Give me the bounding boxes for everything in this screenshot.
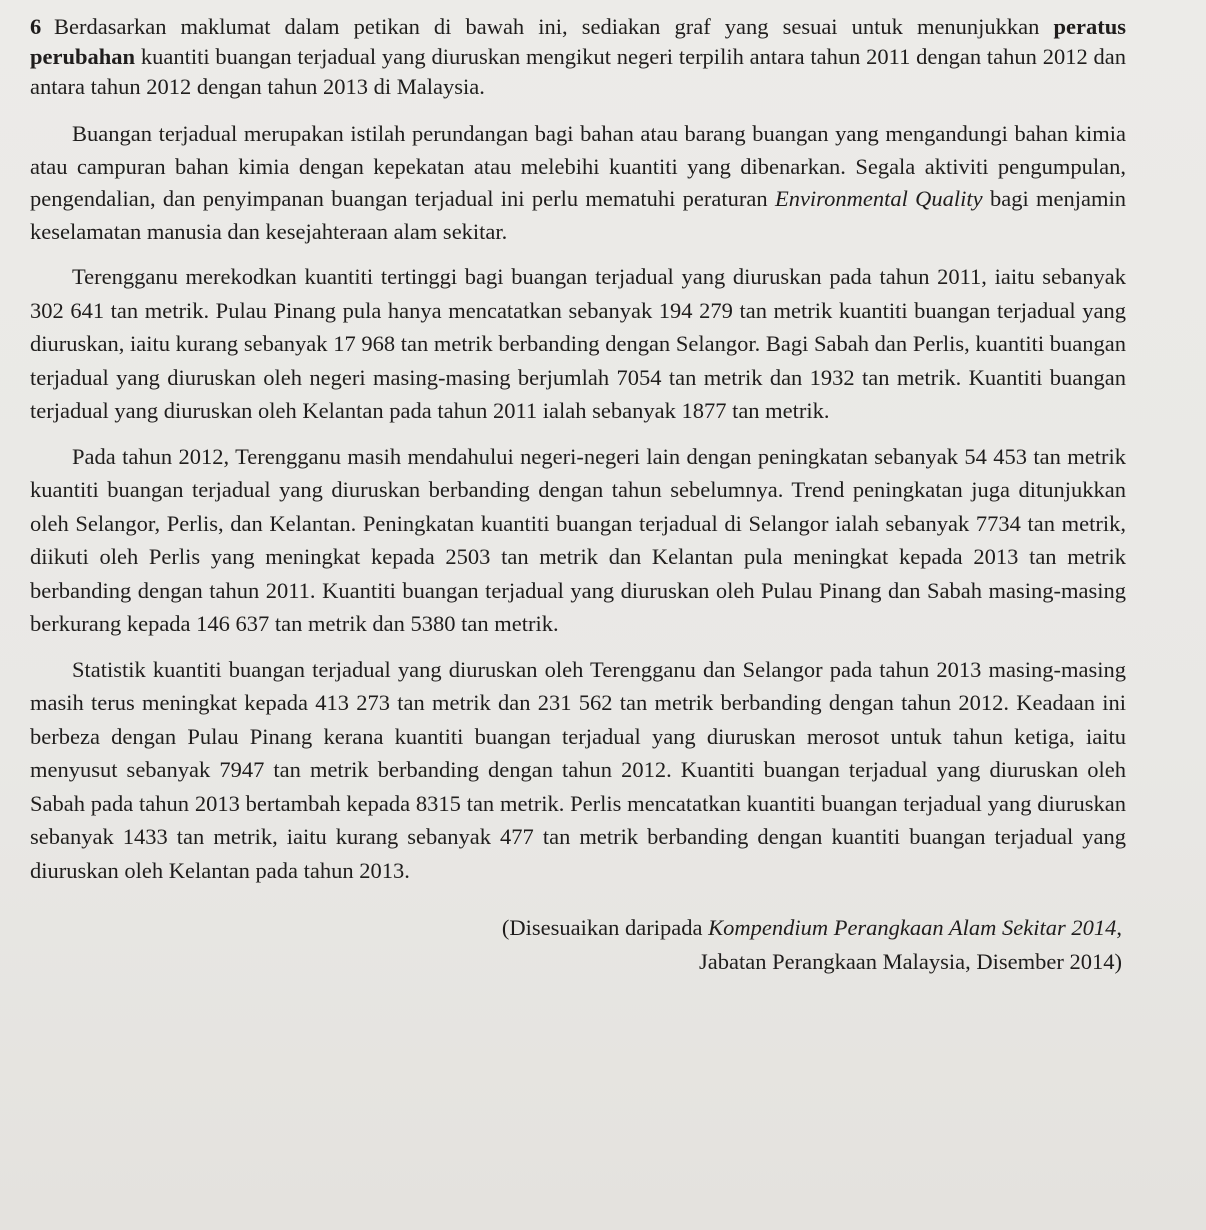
paragraph-2013: Statistik kuantiti buangan terjadual yang diuruskan oleh Terengganu dan Selangor pada tahun 2013 masing-masing masih terus meningkat kepada 413 273 tan metrik dan 231 562 tan metrik berbanding dengan tahun 2012. Keadaan ini berbeza dengan Pulau Pinang kerana kuantiti buangan terjadual yang diuruskan merosot untuk tahun ketiga, iaitu menyusut sebanyak 7947 tan metrik berbanding dengan tahun 2012. Kuantiti buangan terjadual yang diuruskan oleh Sabah pada tahun 2013 bertambah kepada 8315 tan metrik. Perlis mencatatkan kuantiti buangan terjadual yang diuruskan sebanyak 1433 tan metrik, iaitu kurang sebanyak 477 tan metrik berbanding dengan kuantiti buangan terjadual yang diuruskan oleh Kelantan pada tahun 2013. <box>30 656 1126 883</box>
source-suffix: , <box>1116 915 1122 940</box>
paragraph-definition <box>30 118 1126 248</box>
source-title: Kompendium Perangkaan Alam Sekitar 2014 <box>708 915 1117 940</box>
paragraph-definition-end: bagi menjamin keselamatan manusia dan kesejahteraan alam sekitar. <box>30 186 1127 244</box>
question-prompt <box>30 12 1126 102</box>
question-text-start: Berdasarkan maklumat dalam petikan di bawah ini, sediakan graf yang sesuai untuk menunjukkan <box>54 14 1054 39</box>
paragraph-2011: Terengganu merekodkan kuantiti tertinggi bagi buangan terjadual yang diuruskan pada tahun 2011, iaitu sebanyak 302 641 tan metrik. Pulau Pinang pula hanya mencatatkan sebanyak 194 279 tan metrik kuantiti buangan terjadual yang diuruskan, iaitu kurang sebanyak 17 968 tan metrik berbanding dengan Selangor. Bagi Sabah dan Perlis, kuantiti buangan terjadual yang diuruskan oleh negeri masing-masing berjumlah 7054 tan metrik dan 1932 tan metrik. Kuantiti buangan terjadual yang diuruskan oleh Kelantan pada tahun 2011 ialah sebanyak 1877 tan metrik. <box>30 264 1126 423</box>
source-line-1 <box>30 911 1122 945</box>
question-number: 6 <box>30 14 42 39</box>
question-text-end: kuantiti buangan terjadual yang diuruskan mengikut negeri terpilih antara tahun 2011 dengan tahun 2012 dan antara tahun 2012 dengan tahun 2013 di Malaysia. <box>30 44 1126 99</box>
source-prefix: (Disesuaikan daripada <box>501 915 709 940</box>
question-bold-term: peratus perubahan <box>30 14 1126 69</box>
source-line-2: Jabatan Perangkaan Malaysia, Disember 2014) <box>699 949 1122 974</box>
paragraph-2012: Pada tahun 2012, Terengganu masih mendahului negeri-negeri lain dengan peningkatan sebanyak 54 453 tan metrik kuantiti buangan terjadual yang diuruskan berbanding dengan tahun sebelumnya. Trend peningkatan juga ditunjukkan oleh Selangor, Perlis, dan Kelantan. Peningkatan kuantiti buangan terjadual di Selangor ialah sebanyak 7734 tan metrik, diikuti oleh Perlis yang meningkat kepada 2503 tan metrik dan Kelantan pula meningkat kepada 2013 tan metrik berbanding dengan tahun 2011. Kuantiti buangan terjadual yang diuruskan oleh Pulau Pinang dan Sabah masing-masing berkurang kepada 146 637 tan metrik dan 5380 tan metrik. <box>30 443 1126 636</box>
source-citation <box>30 911 1126 979</box>
paragraph-definition-italic: Environmental Quality <box>774 186 983 211</box>
paragraph-definition-start: Buangan terjadual merupakan istilah perundangan bagi bahan atau barang buangan yang mengandungi bahan kimia atau campuran bahan kimia dengan kepekatan atau melebihi kuantiti yang dibenarkan. Segala aktiviti pengumpulan, pengendalian, dan penyimpanan buangan terjadual ini perlu mematuhi peraturan <box>30 121 1126 211</box>
